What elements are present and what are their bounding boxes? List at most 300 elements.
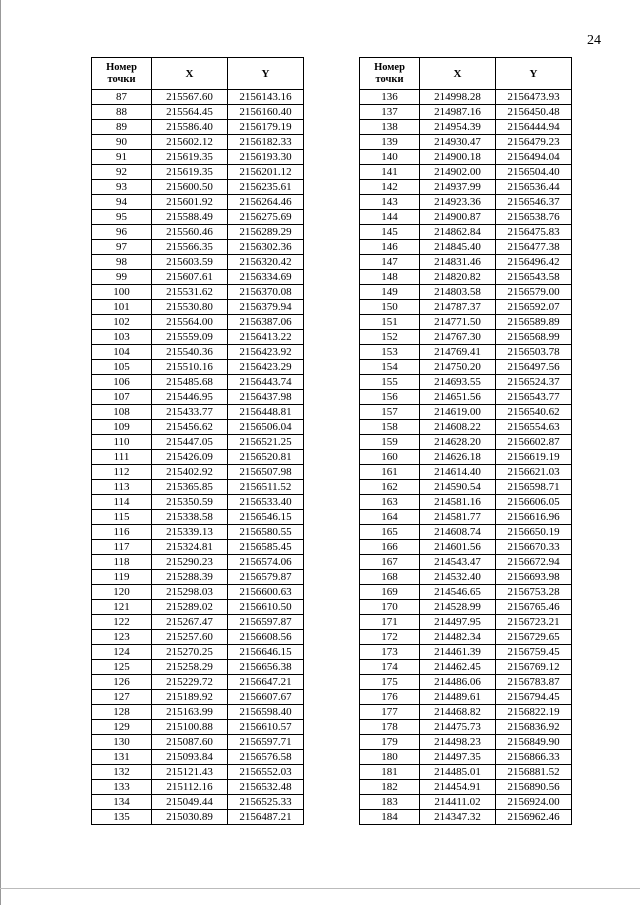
y-cell: 2156672.94 [496, 555, 572, 570]
table-row [360, 735, 572, 750]
table-row [360, 405, 572, 420]
table-row [92, 375, 304, 390]
y-cell: 2156507.98 [228, 465, 304, 480]
header-point-number: Номер точки [360, 58, 420, 90]
table-row [360, 390, 572, 405]
y-cell: 2156759.45 [496, 645, 572, 660]
x-cell: 215298.03 [152, 585, 228, 600]
y-cell: 2156511.52 [228, 480, 304, 495]
table-row [92, 675, 304, 690]
y-cell: 2156443.74 [228, 375, 304, 390]
point-number-cell: 93 [92, 180, 152, 195]
table-row [92, 465, 304, 480]
point-number-cell: 165 [360, 525, 420, 540]
x-cell: 215567.60 [152, 90, 228, 105]
y-cell: 2156890.56 [496, 780, 572, 795]
x-cell: 215485.68 [152, 375, 228, 390]
table-row [92, 690, 304, 705]
point-number-cell: 129 [92, 720, 152, 735]
point-number-cell: 131 [92, 750, 152, 765]
point-number-cell: 153 [360, 345, 420, 360]
table-row [360, 555, 572, 570]
point-number-cell: 135 [92, 810, 152, 825]
y-cell: 2156525.33 [228, 795, 304, 810]
point-number-cell: 150 [360, 300, 420, 315]
y-cell: 2156520.81 [228, 450, 304, 465]
y-cell: 2156607.67 [228, 690, 304, 705]
table-row [92, 195, 304, 210]
table-row [92, 255, 304, 270]
y-cell: 2156289.29 [228, 225, 304, 240]
x-cell: 215602.12 [152, 135, 228, 150]
point-number-cell: 157 [360, 405, 420, 420]
point-number-cell: 141 [360, 165, 420, 180]
point-number-cell: 149 [360, 285, 420, 300]
y-cell: 2156370.08 [228, 285, 304, 300]
table-row [92, 765, 304, 780]
table-row [92, 795, 304, 810]
point-number-cell: 184 [360, 810, 420, 825]
x-cell: 214626.18 [420, 450, 496, 465]
point-number-cell: 147 [360, 255, 420, 270]
table-row [92, 315, 304, 330]
point-number-cell: 134 [92, 795, 152, 810]
x-cell: 214498.23 [420, 735, 496, 750]
x-cell: 215426.09 [152, 450, 228, 465]
y-cell: 2156179.19 [228, 120, 304, 135]
x-cell: 214485.01 [420, 765, 496, 780]
x-cell: 215087.60 [152, 735, 228, 750]
table-row [92, 630, 304, 645]
y-cell: 2156524.37 [496, 375, 572, 390]
x-cell: 215601.92 [152, 195, 228, 210]
y-cell: 2156794.45 [496, 690, 572, 705]
table-row [92, 705, 304, 720]
y-cell: 2156487.21 [228, 810, 304, 825]
y-cell: 2156616.96 [496, 510, 572, 525]
table-row [360, 225, 572, 240]
y-cell: 2156579.87 [228, 570, 304, 585]
header-x: X [420, 58, 496, 90]
table-row [92, 810, 304, 825]
table-row [360, 315, 572, 330]
y-cell: 2156610.57 [228, 720, 304, 735]
point-number-cell: 144 [360, 210, 420, 225]
table-row [92, 225, 304, 240]
table-row [360, 435, 572, 450]
table-row [360, 480, 572, 495]
point-number-cell: 130 [92, 735, 152, 750]
y-cell: 2156264.46 [228, 195, 304, 210]
point-number-cell: 97 [92, 240, 152, 255]
y-cell: 2156543.58 [496, 270, 572, 285]
x-cell: 214998.28 [420, 90, 496, 105]
point-number-cell: 119 [92, 570, 152, 585]
x-cell: 214930.47 [420, 135, 496, 150]
table-row [360, 465, 572, 480]
table-row [92, 540, 304, 555]
x-cell: 214475.73 [420, 720, 496, 735]
x-cell: 214862.84 [420, 225, 496, 240]
x-cell: 214900.87 [420, 210, 496, 225]
y-cell: 2156193.30 [228, 150, 304, 165]
x-cell: 214900.18 [420, 150, 496, 165]
y-cell: 2156302.36 [228, 240, 304, 255]
x-cell: 215619.35 [152, 150, 228, 165]
point-number-cell: 120 [92, 585, 152, 600]
point-number-cell: 103 [92, 330, 152, 345]
x-cell: 214581.77 [420, 510, 496, 525]
table-row [360, 765, 572, 780]
table-row [92, 525, 304, 540]
y-cell: 2156597.87 [228, 615, 304, 630]
table-row [360, 240, 572, 255]
table-row [360, 525, 572, 540]
x-cell: 214614.40 [420, 465, 496, 480]
y-cell: 2156477.38 [496, 240, 572, 255]
y-cell: 2156729.65 [496, 630, 572, 645]
x-cell: 215559.09 [152, 330, 228, 345]
point-number-cell: 170 [360, 600, 420, 615]
table-row [92, 210, 304, 225]
x-cell: 214628.20 [420, 435, 496, 450]
y-cell: 2156497.56 [496, 360, 572, 375]
x-cell: 215531.62 [152, 285, 228, 300]
table-row [92, 285, 304, 300]
table-row [360, 795, 572, 810]
x-cell: 214923.36 [420, 195, 496, 210]
point-number-cell: 114 [92, 495, 152, 510]
point-number-cell: 156 [360, 390, 420, 405]
x-cell: 214608.22 [420, 420, 496, 435]
y-cell: 2156866.33 [496, 750, 572, 765]
y-cell: 2156753.28 [496, 585, 572, 600]
page-bottom-line [0, 888, 640, 889]
point-number-cell: 171 [360, 615, 420, 630]
point-number-cell: 160 [360, 450, 420, 465]
x-cell: 214767.30 [420, 330, 496, 345]
y-cell: 2156532.48 [228, 780, 304, 795]
y-cell: 2156836.92 [496, 720, 572, 735]
point-number-cell: 146 [360, 240, 420, 255]
y-cell: 2156962.46 [496, 810, 572, 825]
table-row [92, 90, 304, 105]
table-row [360, 105, 572, 120]
point-number-cell: 159 [360, 435, 420, 450]
table-row [92, 360, 304, 375]
x-cell: 215350.59 [152, 495, 228, 510]
coordinates-table-left [91, 57, 304, 825]
y-cell: 2156589.89 [496, 315, 572, 330]
x-cell: 214462.45 [420, 660, 496, 675]
x-cell: 214411.02 [420, 795, 496, 810]
x-cell: 214601.56 [420, 540, 496, 555]
table-row [360, 120, 572, 135]
point-number-cell: 128 [92, 705, 152, 720]
x-cell: 214454.91 [420, 780, 496, 795]
point-number-cell: 98 [92, 255, 152, 270]
y-cell: 2156552.03 [228, 765, 304, 780]
table-row [360, 420, 572, 435]
x-cell: 215257.60 [152, 630, 228, 645]
coordinates-table-right [359, 57, 572, 825]
table-row [360, 255, 572, 270]
point-number-cell: 89 [92, 120, 152, 135]
point-number-cell: 121 [92, 600, 152, 615]
table-row [360, 690, 572, 705]
table-row [92, 135, 304, 150]
table-row [360, 705, 572, 720]
table-row [360, 165, 572, 180]
x-cell: 215338.58 [152, 510, 228, 525]
y-cell: 2156600.63 [228, 585, 304, 600]
x-cell: 215402.92 [152, 465, 228, 480]
point-number-cell: 99 [92, 270, 152, 285]
table-row [92, 660, 304, 675]
point-number-cell: 101 [92, 300, 152, 315]
table-row [360, 270, 572, 285]
y-cell: 2156580.55 [228, 525, 304, 540]
y-cell: 2156503.78 [496, 345, 572, 360]
x-cell: 214987.16 [420, 105, 496, 120]
point-number-cell: 87 [92, 90, 152, 105]
table-row [360, 375, 572, 390]
y-cell: 2156610.50 [228, 600, 304, 615]
table-row [92, 180, 304, 195]
y-cell: 2156387.06 [228, 315, 304, 330]
point-number-cell: 151 [360, 315, 420, 330]
x-cell: 214581.16 [420, 495, 496, 510]
point-number-cell: 137 [360, 105, 420, 120]
x-cell: 214546.65 [420, 585, 496, 600]
point-number-cell: 173 [360, 645, 420, 660]
table-row [360, 285, 572, 300]
point-number-cell: 164 [360, 510, 420, 525]
y-cell: 2156201.12 [228, 165, 304, 180]
table-row [360, 720, 572, 735]
table-row [360, 540, 572, 555]
y-cell: 2156579.00 [496, 285, 572, 300]
page-left-edge [0, 0, 1, 905]
x-cell: 215530.80 [152, 300, 228, 315]
y-cell: 2156423.29 [228, 360, 304, 375]
table-row [92, 330, 304, 345]
x-cell: 215446.95 [152, 390, 228, 405]
table-row [92, 270, 304, 285]
point-number-cell: 132 [92, 765, 152, 780]
point-number-cell: 179 [360, 735, 420, 750]
x-cell: 214461.39 [420, 645, 496, 660]
point-number-cell: 169 [360, 585, 420, 600]
table-row [92, 570, 304, 585]
y-cell: 2156182.33 [228, 135, 304, 150]
y-cell: 2156693.98 [496, 570, 572, 585]
x-cell: 214590.54 [420, 480, 496, 495]
y-cell: 2156538.76 [496, 210, 572, 225]
point-number-cell: 143 [360, 195, 420, 210]
y-cell: 2156924.00 [496, 795, 572, 810]
y-cell: 2156496.42 [496, 255, 572, 270]
x-cell: 215030.89 [152, 810, 228, 825]
x-cell: 215100.88 [152, 720, 228, 735]
point-number-cell: 100 [92, 285, 152, 300]
y-cell: 2156479.23 [496, 135, 572, 150]
table-row [92, 390, 304, 405]
y-cell: 2156473.93 [496, 90, 572, 105]
point-number-cell: 172 [360, 630, 420, 645]
table-row [360, 810, 572, 825]
point-number-cell: 117 [92, 540, 152, 555]
y-cell: 2156621.03 [496, 465, 572, 480]
table-row [360, 300, 572, 315]
x-cell: 214489.61 [420, 690, 496, 705]
x-cell: 214820.82 [420, 270, 496, 285]
table-row [360, 135, 572, 150]
point-number-cell: 182 [360, 780, 420, 795]
header-y: Y [228, 58, 304, 90]
y-cell: 2156536.44 [496, 180, 572, 195]
y-cell: 2156540.62 [496, 405, 572, 420]
table-row [360, 90, 572, 105]
x-cell: 215112.16 [152, 780, 228, 795]
point-number-cell: 152 [360, 330, 420, 345]
header-y: Y [496, 58, 572, 90]
point-number-cell: 91 [92, 150, 152, 165]
point-number-cell: 138 [360, 120, 420, 135]
x-cell: 215433.77 [152, 405, 228, 420]
point-number-cell: 163 [360, 495, 420, 510]
point-number-cell: 96 [92, 225, 152, 240]
y-cell: 2156576.58 [228, 750, 304, 765]
table-row [360, 780, 572, 795]
x-cell: 214528.99 [420, 600, 496, 615]
x-cell: 215607.61 [152, 270, 228, 285]
x-cell: 214803.58 [420, 285, 496, 300]
y-cell: 2156521.25 [228, 435, 304, 450]
table-row [360, 750, 572, 765]
table-row [92, 405, 304, 420]
point-number-cell: 136 [360, 90, 420, 105]
point-number-cell: 104 [92, 345, 152, 360]
y-cell: 2156606.05 [496, 495, 572, 510]
x-cell: 215586.40 [152, 120, 228, 135]
table-row [92, 240, 304, 255]
table-row [360, 615, 572, 630]
table-row [360, 645, 572, 660]
table-header-row [92, 58, 304, 90]
y-cell: 2156494.04 [496, 150, 572, 165]
y-cell: 2156506.04 [228, 420, 304, 435]
point-number-cell: 139 [360, 135, 420, 150]
header-x: X [152, 58, 228, 90]
point-number-cell: 161 [360, 465, 420, 480]
x-cell: 214532.40 [420, 570, 496, 585]
y-cell: 2156765.46 [496, 600, 572, 615]
x-cell: 215447.05 [152, 435, 228, 450]
point-number-cell: 108 [92, 405, 152, 420]
y-cell: 2156379.94 [228, 300, 304, 315]
point-number-cell: 113 [92, 480, 152, 495]
table-header-row [360, 58, 572, 90]
y-cell: 2156769.12 [496, 660, 572, 675]
x-cell: 214482.34 [420, 630, 496, 645]
table-row [92, 300, 304, 315]
y-cell: 2156598.71 [496, 480, 572, 495]
x-cell: 215564.00 [152, 315, 228, 330]
y-cell: 2156235.61 [228, 180, 304, 195]
point-number-cell: 126 [92, 675, 152, 690]
table-row [360, 330, 572, 345]
y-cell: 2156592.07 [496, 300, 572, 315]
table-row [92, 150, 304, 165]
x-cell: 214937.99 [420, 180, 496, 195]
point-number-cell: 123 [92, 630, 152, 645]
point-number-cell: 110 [92, 435, 152, 450]
y-cell: 2156574.06 [228, 555, 304, 570]
y-cell: 2156437.98 [228, 390, 304, 405]
x-cell: 214693.55 [420, 375, 496, 390]
y-cell: 2156849.90 [496, 735, 572, 750]
table-row [92, 780, 304, 795]
y-cell: 2156822.19 [496, 705, 572, 720]
point-number-cell: 155 [360, 375, 420, 390]
y-cell: 2156475.83 [496, 225, 572, 240]
table-row [360, 630, 572, 645]
point-number-cell: 177 [360, 705, 420, 720]
y-cell: 2156602.87 [496, 435, 572, 450]
y-cell: 2156598.40 [228, 705, 304, 720]
table-row [360, 450, 572, 465]
point-number-cell: 122 [92, 615, 152, 630]
x-cell: 215324.81 [152, 540, 228, 555]
table-row [92, 555, 304, 570]
x-cell: 215288.39 [152, 570, 228, 585]
y-cell: 2156783.87 [496, 675, 572, 690]
page-number: 24 [587, 33, 601, 48]
x-cell: 215456.62 [152, 420, 228, 435]
x-cell: 215564.45 [152, 105, 228, 120]
x-cell: 215603.59 [152, 255, 228, 270]
y-cell: 2156546.15 [228, 510, 304, 525]
x-cell: 215049.44 [152, 795, 228, 810]
x-cell: 215566.35 [152, 240, 228, 255]
point-number-cell: 106 [92, 375, 152, 390]
table-row [360, 495, 572, 510]
table-row [360, 180, 572, 195]
point-number-cell: 148 [360, 270, 420, 285]
point-number-cell: 88 [92, 105, 152, 120]
x-cell: 215163.99 [152, 705, 228, 720]
y-cell: 2156320.42 [228, 255, 304, 270]
y-cell: 2156533.40 [228, 495, 304, 510]
y-cell: 2156413.22 [228, 330, 304, 345]
y-cell: 2156619.19 [496, 450, 572, 465]
x-cell: 214347.32 [420, 810, 496, 825]
point-number-cell: 112 [92, 465, 152, 480]
header-point-number: Номер точки [92, 58, 152, 90]
point-number-cell: 183 [360, 795, 420, 810]
x-cell: 215267.47 [152, 615, 228, 630]
point-number-cell: 174 [360, 660, 420, 675]
point-number-cell: 95 [92, 210, 152, 225]
x-cell: 215121.43 [152, 765, 228, 780]
table-row [92, 105, 304, 120]
x-cell: 214497.35 [420, 750, 496, 765]
table-body-left [92, 90, 304, 825]
point-number-cell: 125 [92, 660, 152, 675]
point-number-cell: 181 [360, 765, 420, 780]
table-row [360, 210, 572, 225]
